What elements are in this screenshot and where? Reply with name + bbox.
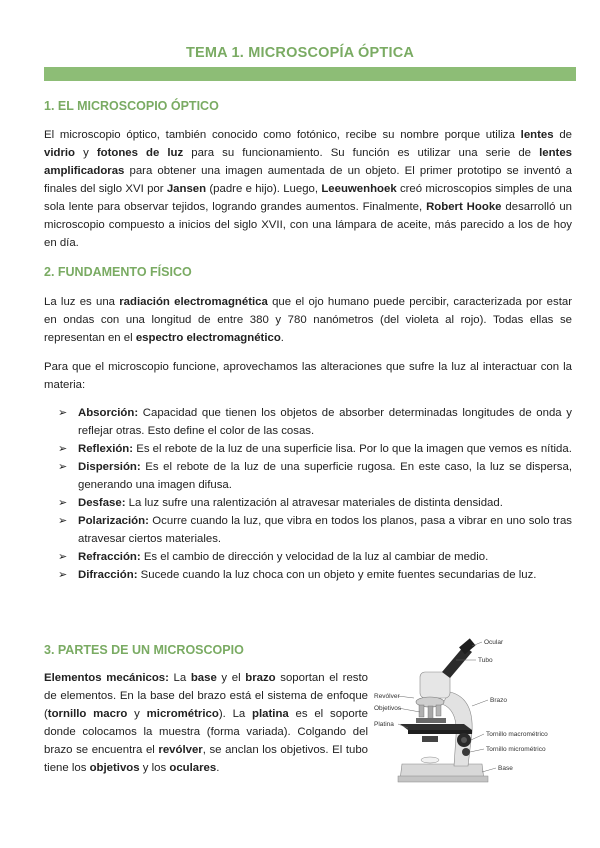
title-underline-bar bbox=[44, 67, 576, 81]
list-item: ➢ Absorción: Capacidad que tienen los objetos de absorber determinadas longitudes de onda y reflejar otras. Esto define el color de las cosas. bbox=[78, 404, 572, 440]
label-tubo: Tubo bbox=[478, 657, 493, 664]
page-title: TEMA 1. MICROSCOPÍA ÓPTICA bbox=[185, 45, 415, 61]
section-2-paragraph-2: Para que el microscopio funcione, aprovechamos las alteraciones que sufre la luz al interactuar con la materia: bbox=[44, 361, 572, 391]
list-item: ➢ Difracción: Sucede cuando la luz choca con un objeto y emite fuentes secundarias de luz. bbox=[78, 566, 572, 584]
label-platina: Platina bbox=[374, 721, 394, 728]
label-brazo: Brazo bbox=[490, 697, 507, 704]
list-item: ➢ Dispersión: Es el rebote de la luz de una superficie rugosa. En este caso, la luz se dispersa, generando una imagen difusa. bbox=[78, 458, 572, 494]
arrow-bullet-icon: ➢ bbox=[58, 407, 68, 419]
arrow-bullet-icon: ➢ bbox=[58, 569, 68, 581]
list-item: ➢ Polarización: Ocurre cuando la luz, que vibra en todos los planos, pasa a vibrar en uno solo tras atravesar ciertos materiales. bbox=[78, 512, 572, 548]
section-2-heading: 2. FUNDAMENTO FÍSICO bbox=[44, 265, 192, 279]
list-item: ➢ Reflexión: Es el rebote de la luz de una superficie lisa. Por lo que la imagen que vemos es nítida. bbox=[78, 440, 572, 458]
section-2-paragraph-1: La luz es una radiación electromagnética que el ojo humano puede percibir, caracterizada por estar en ondas con una longitud de entre 380 y 780 nanómetros (del violeta al rojo). Todas ellas se representan en el espectro electromagnético. bbox=[44, 296, 573, 344]
label-objetivos: Objetivos bbox=[374, 705, 402, 712]
section-3-paragraph: Elementos mecánicos: La base y el brazo soportan el resto de elementos. En la base del brazo está el sistema de enfoque (tornillo macro y micrométrico). La platina es el soporte donde colocamos la muestra (forma variada). Colgando del brazo se encuentra el revólver, se anclan los objetivos. El tubo tiene los objetivos y los oculares. bbox=[44, 672, 369, 774]
arrow-bullet-icon: ➢ bbox=[58, 497, 68, 509]
label-macro: Tornillo macrométrico bbox=[486, 731, 548, 738]
label-ocular: Ocular bbox=[484, 639, 504, 646]
section-1-paragraph: El microscopio óptico, también conocido como fotónico, recibe su nombre porque utiliza lentes de vidrio y fotones de luz para su funcionamiento. Su función es utilizar una serie de lentes amplificadoras para obtener una imagen aumentada de un objeto. El primer prototipo se inventó a finales del siglo XVI por Jansen (padre e hijo). Luego, Leeuwenhoek creó microscopios simples de una sola lente para observar tejidos, logrando grandes aumentos. Finalmente, Robert Hooke desarrolló un microscopio compuesto a inicios del siglo XVII, con una lámpara de aceite, más parecido a los de hoy en día. bbox=[44, 129, 573, 249]
arrow-bullet-icon: ➢ bbox=[58, 461, 68, 473]
label-revolver: Revólver bbox=[374, 693, 400, 700]
arrow-bullet-icon: ➢ bbox=[58, 551, 68, 563]
microscope-diagram bbox=[372, 632, 572, 787]
arrow-bullet-icon: ➢ bbox=[58, 515, 68, 527]
label-base: Base bbox=[498, 765, 513, 772]
section-1-heading: 1. EL MICROSCOPIO ÓPTICO bbox=[44, 99, 219, 113]
section-3-heading: 3. PARTES DE UN MICROSCOPIO bbox=[44, 643, 244, 657]
list-item: ➢ Refracción: Es el cambio de dirección y velocidad de la luz al cambiar de medio. bbox=[78, 548, 572, 566]
label-micro: Tornillo micrométrico bbox=[486, 746, 546, 753]
arrow-bullet-icon: ➢ bbox=[58, 443, 68, 455]
list-item: ➢ Desfase: La luz sufre una ralentización al atravesar materiales de distinta densidad. bbox=[78, 494, 572, 512]
light-phenomena-list bbox=[58, 404, 572, 584]
